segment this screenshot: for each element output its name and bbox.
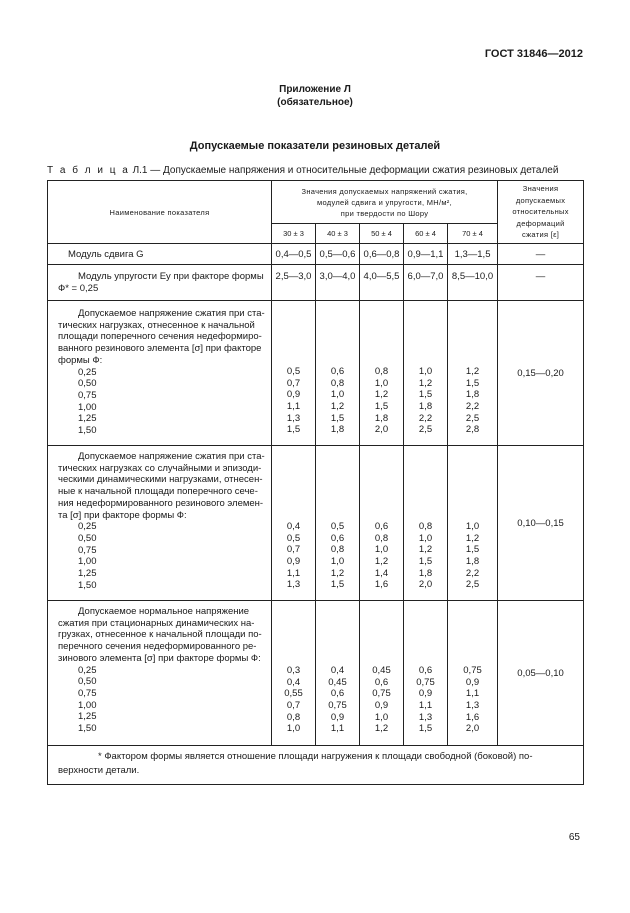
cell: 4,0—5,5	[360, 265, 404, 301]
value-column: 0,5 0,6 0,8 1,0 1,2 1,5	[316, 446, 360, 601]
data-table	[47, 180, 584, 785]
table-row-shear	[48, 244, 584, 265]
table-row-block2	[48, 446, 584, 601]
value-column: 0,3 0,4 0,55 0,7 0,8 1,0	[272, 601, 316, 746]
value-column: 0,4 0,45 0,6 0,75 0,9 1,1	[316, 601, 360, 746]
cell: 0,9—1,1	[404, 244, 448, 265]
cell: —	[498, 265, 584, 301]
hardness-1: 30 ± 3	[272, 224, 316, 244]
cell: 2,5—3,0	[272, 265, 316, 301]
value-column: 0,75 0,9 1,1 1,3 1,6 2,0	[448, 601, 498, 746]
value-column: 0,6 0,8 1,0 1,2 1,4 1,6	[360, 446, 404, 601]
header-values: Значения допускаемых напряжений сжатия, модулей сдвига и упругости, МН/м², при твердости по Шору	[272, 181, 498, 224]
table-row-footnote	[48, 746, 584, 785]
value-column: 0,6 0,8 1,0 1,2 1,5 1,8	[316, 301, 360, 446]
hardness-5: 70 ± 4	[448, 224, 498, 244]
table-caption-text: Л.1 — Допускаемые напряжения и относительные деформации сжатия резиновых деталей	[132, 165, 559, 176]
value-column: 1,0 1,2 1,5 1,8 2,2 2,5	[448, 446, 498, 601]
page-number: 65	[568, 832, 580, 843]
cell: 1,3—1,5	[448, 244, 498, 265]
annex-heading	[0, 83, 630, 109]
cell: 0,4—0,5	[272, 244, 316, 265]
header-deform: Значения допускаемых относительных деформаций сжатия [ε]	[498, 181, 584, 244]
cell: —	[498, 244, 584, 265]
table-footnote: * Фактором формы является отношение площади нагружения к площади свободной (боковой) по- верхности детали.	[48, 746, 584, 785]
hardness-2: 40 ± 3	[316, 224, 360, 244]
standard-number: ГОСТ 31846—2012	[484, 48, 583, 60]
annex-status: (обязательное)	[277, 97, 353, 108]
value-column: 0,45 0,6 0,75 0,9 1,0 1,2	[360, 601, 404, 746]
table-row-block3	[48, 601, 584, 746]
row-name: Допускаемое нормальное напряжение сжатия при стационарных динамических на- грузках, отнесенное к начальной площади по- перечного сечения недеформированного ре- зинового элемента [σ] при факторе формы Ф: 0,25 0,50 0,75 1,00 1,25 1,50	[48, 601, 272, 746]
row-name: Модуль сдвига G	[48, 244, 272, 265]
cell: 6,0—7,0	[404, 265, 448, 301]
annex-label: Приложение Л	[279, 84, 351, 95]
value-column: 0,8 1,0 1,2 1,5 1,8 2,0	[360, 301, 404, 446]
cell: 0,5—0,6	[316, 244, 360, 265]
value-column: 0,6 0,75 0,9 1,1 1,3 1,5	[404, 601, 448, 746]
row-name: Допускаемое напряжение сжатия при ста- тических нагрузках, отнесенное к начальной площади поперечного сечения недеформиро- ванного резинового элемента [σ] при факторе формы Ф: 0,25 0,50 0,75 1,00 1,25 1,50	[48, 301, 272, 446]
value-column: 0,4 0,5 0,7 0,9 1,1 1,3	[272, 446, 316, 601]
document-title: Допускаемые показатели резиновых деталей	[189, 140, 441, 152]
hardness-4: 60 ± 4	[404, 224, 448, 244]
deform-cell: 0,05—0,10	[498, 601, 584, 746]
table-caption-prefix: Т а б л и ц а	[47, 165, 130, 176]
hardness-3: 50 ± 4	[360, 224, 404, 244]
row-name: Модуль упругости Eу при факторе формы Ф* = 0,25	[48, 265, 272, 301]
table-row-elastic	[48, 265, 584, 301]
cell: 8,5—10,0	[448, 265, 498, 301]
value-column: 1,2 1,5 1,8 2,2 2,5 2,8	[448, 301, 498, 446]
cell: 0,6—0,8	[360, 244, 404, 265]
header-name: Наименование показателя	[48, 181, 272, 244]
value-column: 0,5 0,7 0,9 1,1 1,3 1,5	[272, 301, 316, 446]
value-column: 0,8 1,0 1,2 1,5 1,8 2,0	[404, 446, 448, 601]
cell: 3,0—4,0	[316, 265, 360, 301]
value-column: 1,0 1,2 1,5 1,8 2,2 2,5	[404, 301, 448, 446]
table-caption	[47, 165, 558, 176]
row-name: Допускаемое напряжение сжатия при ста- тических нагрузках со случайными и эпизоди- ческими динамическими нагрузками, отнесен- ные к начальной площади поперечного сече- ния недеформированного резинового элемен- та [σ] при факторе формы Ф: 0,25 0,50 0,75 1,00 1,25 1,50	[48, 446, 272, 601]
deform-cell: 0,15—0,20	[498, 301, 584, 446]
deform-cell: 0,10—0,15	[498, 446, 584, 601]
table-row-block1	[48, 301, 584, 446]
